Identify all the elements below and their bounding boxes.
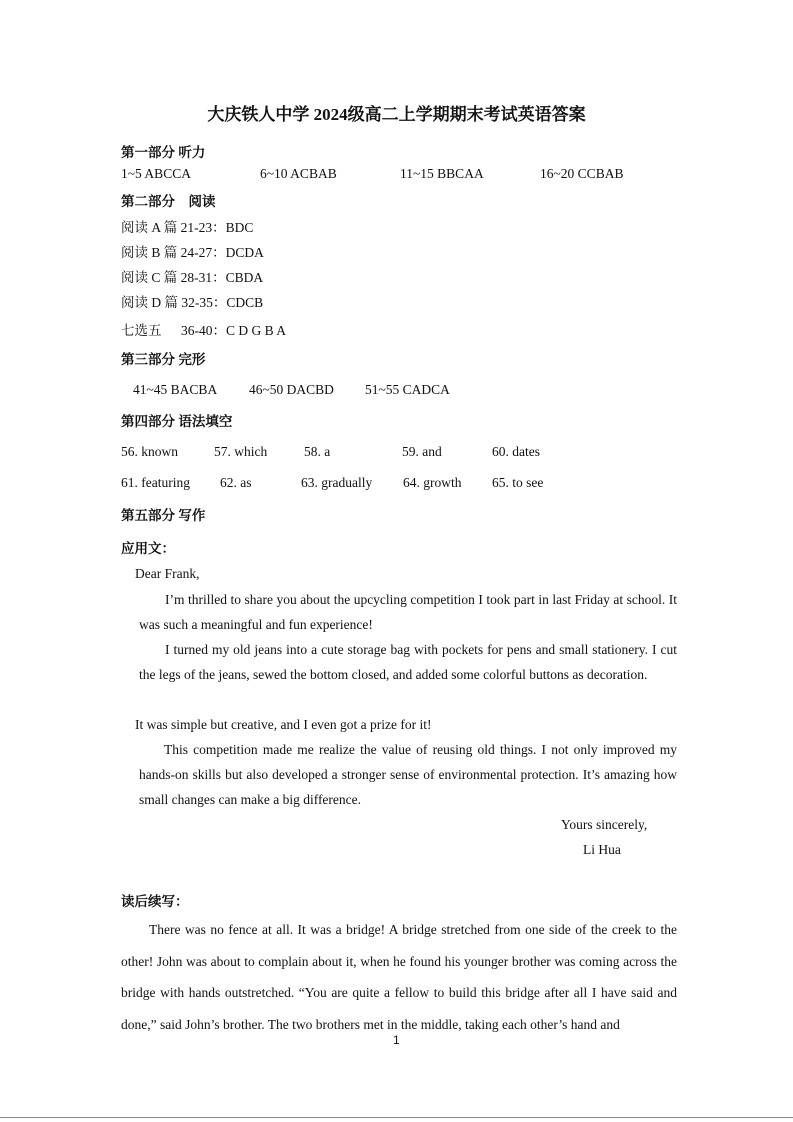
grammar-answer: 58. a bbox=[304, 444, 331, 459]
listening-answer: 16~20 CCBAB bbox=[540, 166, 624, 181]
applied-writing-label: 应用文： bbox=[121, 541, 175, 556]
part2-heading: 第二部分 阅读 bbox=[121, 194, 216, 209]
reading-answer: 阅读 C 篇 28-31：CBDA bbox=[121, 270, 264, 285]
cloze-answer: 46~50 DACBD bbox=[249, 382, 334, 397]
cloze-answer: 51~55 CADCA bbox=[365, 382, 450, 397]
grammar-answer: 63. gradually bbox=[301, 475, 373, 490]
grammar-answer: 56. known bbox=[121, 444, 178, 459]
grammar-answer: 60. dates bbox=[492, 444, 540, 459]
part5-heading: 第五部分 写作 bbox=[121, 508, 206, 523]
letter-paragraph: I’m thrilled to share you about the upcycling competition I took part in last Friday at school. It was such a meaningful and fun experience! bbox=[139, 592, 677, 632]
part3-heading: 第三部分 完形 bbox=[121, 352, 206, 367]
reading-answer: 阅读 D 篇 32-35：CDCB bbox=[121, 295, 264, 310]
seven-choose-five-answer: 36-40：C D G B A bbox=[181, 323, 287, 338]
seven-choose-five-label: 七选五 bbox=[121, 323, 162, 338]
page-number: 1 bbox=[393, 1033, 400, 1047]
part1-heading: 第一部分 听力 bbox=[121, 145, 206, 160]
letter-signature: Li Hua bbox=[583, 842, 621, 857]
page-bottom-rule bbox=[0, 1117, 793, 1118]
continuation-writing-label: 读后续写： bbox=[121, 894, 189, 909]
letter-paragraph: This competition made me realize the value of reusing old things. I not only improved my hands-on skills but also developed a stronger sense of environmental protection. It’s amazing how small changes can make a big difference. bbox=[139, 742, 677, 807]
letter-paragraph: I turned my old jeans into a cute storage bag with pockets for pens and small stationery. I cut the legs of the jeans, sewed the bottom closed, and added some colorful buttons as decoration. bbox=[139, 642, 677, 682]
continuation-paragraph: There was no fence at all. It was a bridge! A bridge stretched from one side of the creek to the other! John was about to complain about it, when he found his younger brother was coming across the bridge with hands outstretched. “You are quite a fellow to build this bridge after all I have said and done,” said John’s brother. The two brothers met in the middle, taking each other’s hand and bbox=[121, 922, 677, 1032]
listening-answer: 6~10 ACBAB bbox=[260, 166, 337, 181]
letter-paragraph: It was simple but creative, and I even got a prize for it! bbox=[135, 717, 432, 732]
grammar-answer: 64. growth bbox=[403, 475, 462, 490]
reading-answer: 阅读 B 篇 24-27：DCDA bbox=[121, 245, 264, 260]
grammar-answer: 62. as bbox=[220, 475, 252, 490]
reading-answer: 阅读 A 篇 21-23：BDC bbox=[121, 220, 254, 235]
page-title: 大庆铁人中学 2024级高二上学期期末考试英语答案 bbox=[207, 105, 586, 124]
listening-answer: 1~5 ABCCA bbox=[121, 166, 191, 181]
listening-answer: 11~15 BBCAA bbox=[400, 166, 484, 181]
letter-closing: Yours sincerely, bbox=[561, 817, 648, 832]
part4-heading: 第四部分 语法填空 bbox=[121, 414, 233, 429]
letter-salutation: Dear Frank, bbox=[135, 566, 200, 581]
grammar-answer: 57. which bbox=[214, 444, 268, 459]
grammar-answer: 61. featuring bbox=[121, 475, 190, 490]
cloze-answer: 41~45 BACBA bbox=[133, 382, 218, 397]
grammar-answer: 65. to see bbox=[492, 475, 544, 490]
grammar-answer: 59. and bbox=[402, 444, 442, 459]
